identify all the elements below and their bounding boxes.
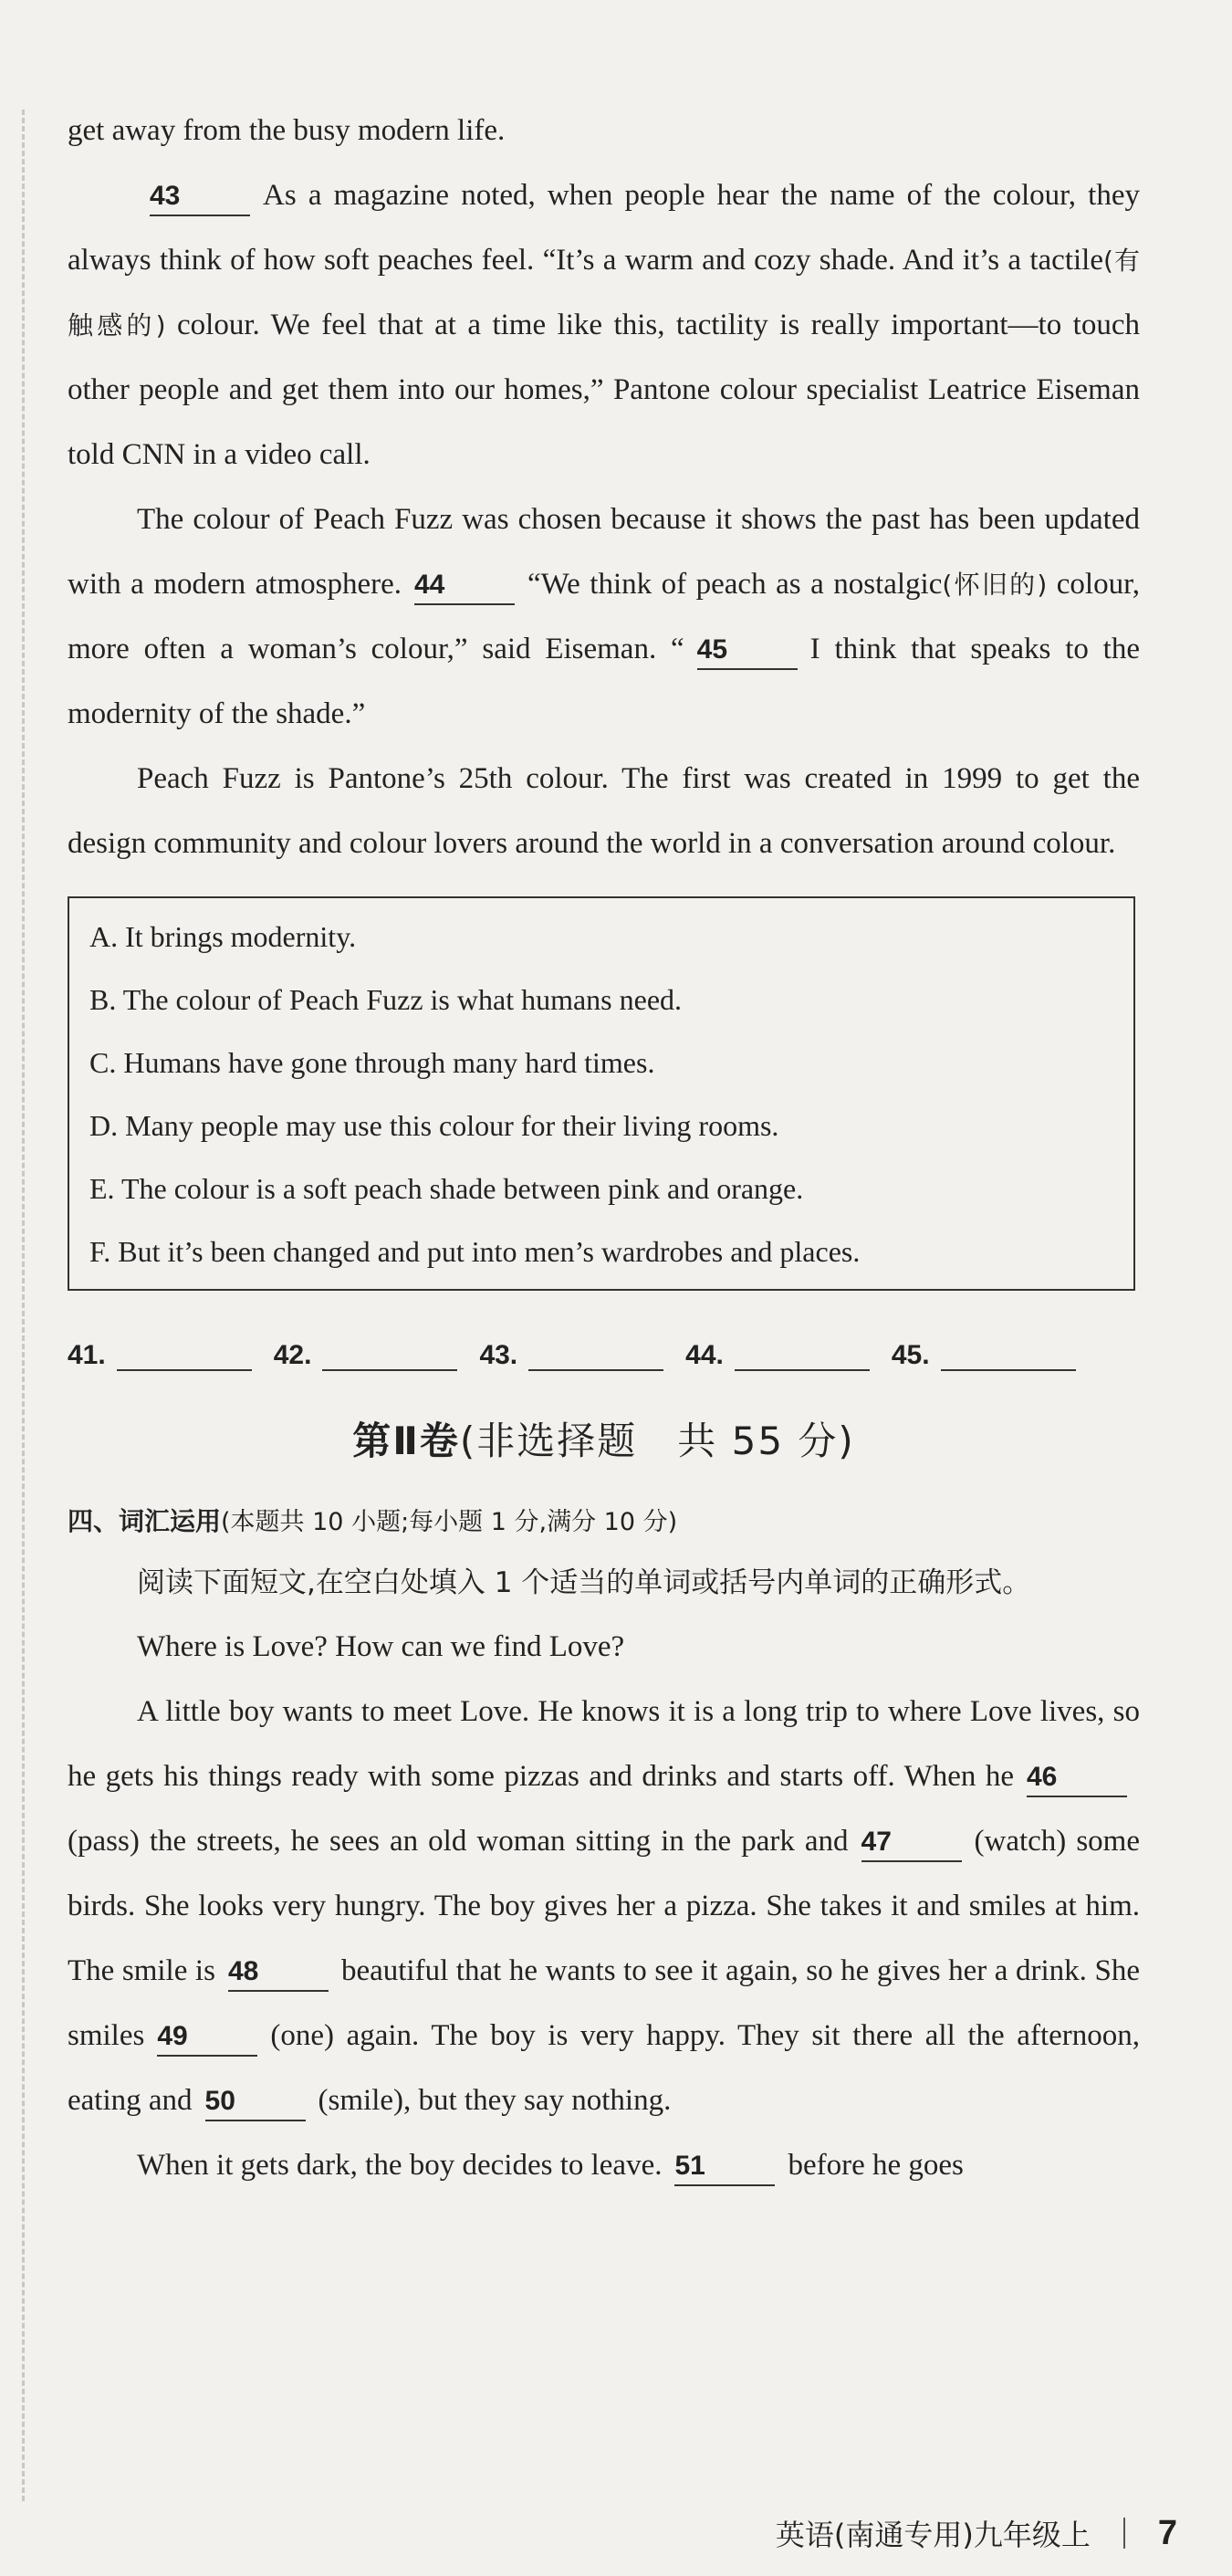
s2: (pass) the streets, he sees an old woman sitting in the park and [68, 1825, 849, 1858]
answer-label: 44. [685, 1340, 724, 1370]
blank-51[interactable]: 51 [674, 2148, 775, 2186]
blank-44[interactable]: 44 [414, 567, 515, 605]
p44-text-c: colour, more often a woman’s colour,” said Eiseman. “ [68, 568, 1141, 665]
blank-43[interactable]: 43 [150, 178, 250, 216]
part4-heading [68, 1493, 1140, 1551]
answer-blank[interactable] [117, 1342, 252, 1371]
blank-47[interactable]: 47 [861, 1824, 962, 1862]
margin-rule [22, 110, 25, 2501]
story-paragraph-2 [68, 2133, 1140, 2198]
answer-43 [479, 1340, 663, 1371]
s8: before he goes [788, 2149, 964, 2182]
answer-42 [274, 1340, 458, 1371]
paragraph-44-45 [68, 487, 1140, 747]
paragraph-last: Peach Fuzz is Pantone’s 25th colour. The first was created in 1999 to get the design community and colour lovers around the world in a conversation around colour. [68, 762, 1140, 860]
blank-46[interactable]: 46 [1027, 1759, 1127, 1797]
page-footer [776, 2512, 1177, 2554]
p45-text: I think that speaks to the modernity of the shade.” [68, 633, 1141, 730]
answer-line [68, 1307, 1140, 1371]
option-b: B. The colour of Peach Fuzz is what humans need. [89, 983, 683, 1016]
book-title: 英语(南通专用)九年级上 [775, 2518, 1091, 2552]
option-d: D. Many people may use this colour for their living rooms. [89, 1109, 779, 1142]
content [68, 99, 1140, 2198]
s3: (watch) some birds. She looks very hungry. The boy gives her a pizza. She takes it and smiles at him. The smile is [68, 1825, 1140, 1987]
option-a: A. It brings modernity. [89, 920, 357, 953]
answer-blank[interactable] [528, 1342, 663, 1371]
answer-blank[interactable] [941, 1342, 1076, 1371]
part4-note: (本题共 10 小题;每小题 1 分,满分 10 分) [221, 1508, 678, 1536]
answer-label: 45. [891, 1340, 930, 1370]
answer-41 [68, 1340, 252, 1371]
section-title-bold: 第Ⅱ卷 [352, 1419, 460, 1463]
option-f: F. But it’s been changed and put into men’s wardrobes and places. [89, 1235, 861, 1268]
p44-text-b: “We think of peach as a nostalgic [527, 568, 943, 601]
answer-blank[interactable] [322, 1342, 457, 1371]
s6: (smile), but they say nothing. [318, 2084, 672, 2117]
blank-50[interactable]: 50 [205, 2083, 306, 2121]
paragraph-continued: get away from the busy modern life. [68, 114, 506, 147]
s5: (one) again. The boy is very happy. They sit there all the afternoon, eating and [68, 2019, 1140, 2117]
options-box [68, 896, 1135, 1291]
s4: beautiful that he wants to see it again, so he gives her a drink. She smiles [68, 1954, 1140, 2052]
option-e: E. The colour is a soft peach shade between pink and orange. [89, 1172, 804, 1205]
blank-49[interactable]: 49 [157, 2018, 257, 2057]
section-title-rest: (非选择题 共 55 分) [459, 1419, 855, 1463]
paragraph-43 [68, 163, 1140, 487]
option-c: C. Humans have gone through many hard times. [89, 1046, 655, 1079]
footer-divider [1123, 2518, 1125, 2549]
blank-45[interactable]: 45 [697, 632, 798, 670]
s7: When it gets dark, the boy decides to leave. [137, 2149, 663, 2182]
p43-text-b: colour. We feel that at a time like this, tactility is really important—to touch other people and get them into our homes,” Pantone colour specialist Leatrice Eiseman told CNN in a video call. [68, 309, 1140, 471]
blank-48[interactable]: 48 [228, 1953, 329, 1992]
answer-44 [685, 1340, 870, 1371]
p43-gloss: (有触感的) [68, 246, 1140, 340]
answer-label: 43. [479, 1340, 518, 1370]
instruction: 阅读下面短文,在空白处填入 1 个适当的单词或括号内单词的正确形式。 [137, 1566, 1031, 1599]
s1: A little boy wants to meet Love. He knows it is a long trip to where Love lives, so he gets his things ready with some pizzas and drinks and starts off. When he [68, 1695, 1140, 1793]
story-paragraph-1 [68, 1680, 1140, 2133]
part4-title: 四、词汇运用 [68, 1506, 222, 1536]
page-number: 7 [1157, 2513, 1177, 2552]
p44-gloss: (怀旧的) [942, 570, 1048, 600]
answer-label: 41. [68, 1340, 106, 1370]
answer-45 [892, 1340, 1076, 1371]
p43-text-a: As a magazine noted, when people hear the name of the colour, they always think of how soft peaches feel. “It’s a warm and cozy shade. And it’s a tactile [68, 179, 1140, 277]
answer-label: 42. [273, 1340, 312, 1370]
section-title [68, 1411, 1140, 1466]
story-title: Where is Love? How can we find Love? [137, 1630, 625, 1663]
p44-text-a: The colour of Peach Fuzz was chosen because it shows the past has been updated with a modern atmosphere. [68, 503, 1140, 601]
answer-blank[interactable] [735, 1342, 870, 1371]
